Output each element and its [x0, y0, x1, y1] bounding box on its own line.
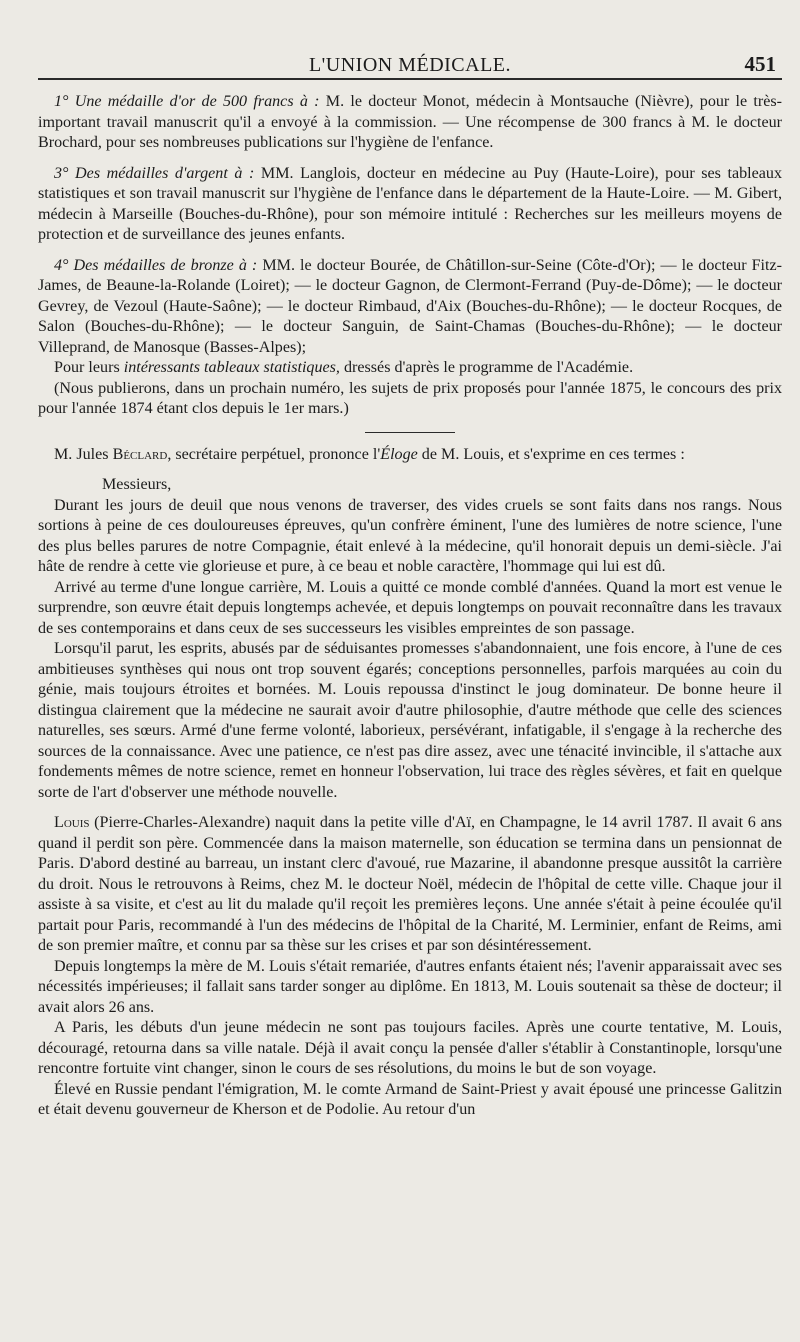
eloge-intro: M. Jules Béclard, secrétaire perpétuel, prononce l'Éloge de M. Louis, et s'exprime en ces termes : — [54, 445, 685, 463]
award-heading: 3° Des médailles d'argent à : — [54, 164, 255, 182]
award-heading: 1° Une médaille d'or de 500 francs à : — [54, 93, 320, 110]
biography-paragraph: Louis (Pierre-Charles-Alexandre) naquit dans la petite ville d'Aï, en Champagne, le 14 avril 1787. Il avait 6 ans quand il perdit son père. Commencée dans la maison maternelle, son éducation se termina dans un pensionnat de Paris. D'abord destiné au barreau, un instant clerc d'avoué, rue Mazarine, il abandonne presque aussitôt la carrière du droit. Nous le retrouvons à Reims, chez M. le docteur Noël, médecin de l'hôpital de cette ville. Chaque jour il assiste à sa visite, et c'est au lit du malade qu'il reçoit les premières leçons. Une année s'était à peine écoulée qu'il partait pour Paris, recommandé à l'un des médecins de l'hôpital de la Charité, M. Lerminier, enfant de Reims, ami de son premier maître, et connu par sa thèse sur les crises et par son désintéressement. — [38, 814, 782, 954]
journal-title: L'UNION MÉDICALE. — [308, 54, 512, 76]
body-paragraph: A Paris, les débuts d'un jeune médecin ne sont pas toujours faciles. Après une courte tentative, M. Louis, découragé, retourna dans sa ville natale. Déjà il avait conçu la pensée d'aller s'établir à Constantinople, lorsqu'une rencontre fortuite vint changer, sinon le cours de ses résolutions, du moins le but de son voyage. — [38, 1019, 782, 1077]
page-number: 451 — [744, 52, 776, 76]
award-gold-paragraph: 1° Une médaille d'or de 500 francs à : M. le docteur Monot, médecin à Montsauche (Nièvre), pour le très-important travail manuscrit qu'il a envoyé à la commission. — Une récompense de 300 francs à M. le docteur Brochard, pour ses nombreuses publications sur l'hygiène de l'enfance. — [38, 93, 783, 151]
editor-note-paragraph: (Nous publierons, dans un prochain numéro, les sujets de prix proposés pour l'année 1875, le concours des prix pour l'année 1874 étant clos depuis le 1er mars.) — [38, 379, 782, 417]
running-header — [38, 50, 782, 80]
body-paragraph: Durant les jours de deuil que nous venons de traverser, des vides cruels se sont faits dans nos rangs. Nous sortions à peine de ces douloureuses épreuves, qu'un confrère éminent, l'une des lumières de notre science, l'une des plus belles parures de notre Compagnie, était enlevé à la médecine, qu'il honorait depuis un demi-siècle. J'ai hâte de rendre à cette vie glorieuse et pure, à ce beau et noble caractère, l'hommage qui lui est dû. — [38, 496, 782, 575]
award-bronze-paragraph: 4° Des médailles de bronze à : MM. le docteur Bourée, de Châtillon-sur-Seine (Côte-d'Or); — le docteur Fitz-James, de Beaune-la-Rolande (Loiret); — le docteur Gagnon, de Clermont-Ferrand (Puy-de-Dôme); — le docteur Gevrey, de Vezoul (Haute-Saône); — le docteur Rimbaud, d'Aix (Bouches-du-Rhône); — le docteur Rocques, de Salon (Bouches-du-Rhône); — le docteur Sanguin, de Saint-Chamas (Bouches-du-Rhône); — le docteur Villeprand, de Manosque (Basses-Alpes); — [38, 256, 783, 356]
statistical-tables-paragraph: Pour leurs intéressants tableaux statistiques, dressés d'après le programme de l'Académie. — [54, 359, 634, 376]
subject-name: Louis — [54, 814, 90, 831]
body-paragraph: Depuis longtemps la mère de M. Louis s'était remariée, d'autres enfants étaient nés; l'avenir apparaissait avec ses nécessités impérieuses; il fallait sans tarder songer au diplôme. En 1813, M. Louis soutenait sa thèse de docteur; il avait alors 26 ans. — [38, 957, 782, 1016]
award-heading: 4° Des médailles de bronze à : — [54, 256, 258, 274]
body-paragraph: Élevé en Russie pendant l'émigration, M. le comte Armand de Saint-Priest y avait épousé une princesse Galitzin et était devenu gouverneur de Kherson et de Podolie. Au retour d'un — [38, 1080, 782, 1118]
body-paragraph: Lorsqu'il parut, les esprits, abusés par de séduisantes promesses s'abandonnaient, une fois encore, à l'une de ces ambitieuses synthèses qui nous ont trop souvent égarés; conceptions personnelles, parfois marquées au coin du génie, mais toujours étroites et bornées. M. Louis repoussa d'instinct le joug dominateur. De bonne heure il distingua clairement que la médecine ne saurait avoir d'autre philosophie, d'autre méthode que celle des sciences naturelles, ses sœurs. Armé d'une ferme volonté, laborieux, persévérant, infatigable, il s'engage à la recherche des sources de la connaissance. Avec une patience, ce n'est pas dire assez, avec une ténacité invincible, il s'attache aux fondements mêmes de notre science, remet en honneur l'observation, lui trace des règles sévères, et fait en quelque sorte de l'art d'observer une méthode nouvelle. — [38, 640, 782, 801]
section-divider — [365, 432, 455, 433]
award-silver-paragraph: 3° Des médailles d'argent à : MM. Langlois, docteur en médecine au Puy (Haute-Loire), pour ses tableaux statistiques et son travail manuscrit sur l'hygiène de l'enfance dans le département de la Haute-Loire. — M. Gibert, médecin à Marseille (Bouches-du-Rhône), pour son mémoire intitulé : Recherches sur les meilleurs moyens de protection et de surveillance des jeunes enfants. — [38, 164, 782, 243]
speaker-name: Béclard — [112, 445, 168, 463]
salutation: Messieurs, — [102, 476, 172, 493]
article-body — [38, 92, 782, 1121]
body-paragraph: Arrivé au terme d'une longue carrière, M. Louis a quitté ce monde comblé d'années. Quand la mort est venue le surprendre, son œuvre était depuis longtemps achevée, et depuis longtemps on pouvait reconnaître dans les travaux de ses contemporains et dans ceux de ses successeurs les visibles empreintes de son passage. — [38, 578, 782, 637]
